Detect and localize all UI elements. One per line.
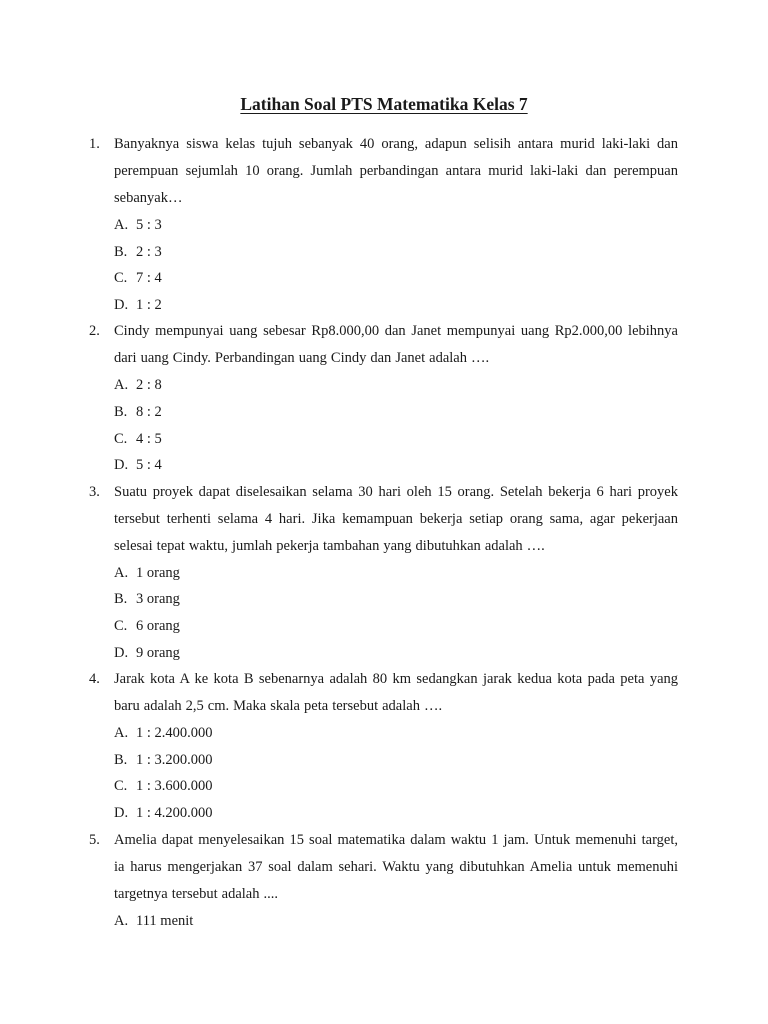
- option-text: 2 : 8: [136, 377, 162, 394]
- option-d: [0, 800, 768, 827]
- option-a: [0, 560, 768, 587]
- option-c: [0, 265, 768, 292]
- question-list: [0, 131, 768, 934]
- option-text: 7 : 4: [136, 270, 162, 287]
- question-5: [0, 827, 768, 935]
- option-list: [0, 560, 768, 666]
- option-list: [0, 908, 768, 935]
- question-3: [0, 479, 768, 666]
- option-letter: B.: [114, 403, 128, 420]
- option-letter: A.: [114, 912, 129, 929]
- option-letter: A.: [114, 564, 129, 581]
- option-text: 1 : 2.400.000: [136, 725, 213, 742]
- question-number: 3.: [89, 483, 100, 500]
- option-letter: D.: [114, 804, 129, 821]
- option-b: [0, 239, 768, 266]
- option-list: [0, 372, 768, 478]
- option-text: 6 orang: [136, 617, 180, 634]
- option-text: 8 : 2: [136, 403, 162, 420]
- question-4: [0, 666, 768, 826]
- option-letter: B.: [114, 751, 128, 768]
- option-letter: D.: [114, 296, 129, 313]
- option-letter: B.: [114, 591, 128, 608]
- option-a: [0, 908, 768, 935]
- option-text: 2 : 3: [136, 243, 162, 260]
- option-b: [0, 399, 768, 426]
- document-title: Latihan Soal PTS Matematika Kelas 7: [240, 94, 528, 114]
- question-text: Cindy mempunyai uang sebesar Rp8.000,00 dan Janet mempunyai uang Rp2.000,00 lebihnya dari uang Cindy. Perbandingan uang Cindy dan Janet adalah ….: [114, 323, 678, 367]
- option-text: 1 orang: [136, 564, 180, 581]
- option-a: [0, 720, 768, 747]
- option-letter: C.: [114, 270, 128, 287]
- option-text: 1 : 3.200.000: [136, 751, 213, 768]
- option-b: [0, 586, 768, 613]
- question-text: Suatu proyek dapat diselesaikan selama 30 hari oleh 15 orang. Setelah bekerja 6 hari proyek tersebut terhenti selama 4 hari. Jika kemampuan bekerja setiap orang sama, agar pekerjaan selesai tepat waktu, jumlah pekerja tambahan yang dibutuhkan adalah ….: [114, 483, 678, 554]
- option-text: 9 orang: [136, 644, 180, 661]
- option-letter: C.: [114, 778, 128, 795]
- question-text: Jarak kota A ke kota B sebenarnya adalah 80 km sedangkan jarak kedua kota pada peta yang baru adalah 2,5 cm. Maka skala peta tersebut adalah ….: [114, 671, 678, 715]
- question-number: 5.: [89, 831, 100, 848]
- option-letter: C.: [114, 430, 128, 447]
- option-list: [0, 212, 768, 318]
- option-text: 111 menit: [136, 912, 194, 929]
- option-letter: D.: [114, 644, 129, 661]
- option-letter: D.: [114, 457, 129, 474]
- option-text: 1 : 2: [136, 296, 162, 313]
- option-text: 1 : 3.600.000: [136, 778, 213, 795]
- option-a: [0, 212, 768, 239]
- option-text: 3 orang: [136, 591, 180, 608]
- option-letter: C.: [114, 617, 128, 634]
- option-letter: A.: [114, 377, 129, 394]
- option-text: 1 : 4.200.000: [136, 804, 213, 821]
- option-text: 5 : 3: [136, 217, 162, 233]
- question-number: 2.: [89, 323, 100, 340]
- option-text: 5 : 4: [136, 457, 162, 474]
- option-letter: A.: [114, 725, 129, 742]
- option-letter: B.: [114, 243, 128, 260]
- option-c: [0, 773, 768, 800]
- option-b: [0, 747, 768, 774]
- question-2: [0, 318, 768, 478]
- option-letter: A.: [114, 217, 129, 233]
- question-number: 1.: [89, 136, 100, 152]
- question-text: Banyaknya siswa kelas tujuh sebanyak 40 orang, adapun selisih antara murid laki-laki dan perempuan sejumlah 10 orang. Jumlah perbandingan antara murid laki-laki dan perempuan sebanyak…: [114, 136, 678, 206]
- option-list: [0, 720, 768, 826]
- option-d: [0, 640, 768, 667]
- option-d: [0, 292, 768, 319]
- question-number: 4.: [89, 671, 100, 688]
- question-text: Amelia dapat menyelesaikan 15 soal matematika dalam waktu 1 jam. Untuk memenuhi target, ia harus mengerjakan 37 soal dalam sehari. Waktu yang dibutuhkan Amelia untuk memenuhi targetnya tersebut adalah ....: [114, 831, 678, 902]
- option-text: 4 : 5: [136, 430, 162, 447]
- option-a: [0, 372, 768, 399]
- option-d: [0, 452, 768, 479]
- option-c: [0, 426, 768, 453]
- question-1: [0, 131, 768, 318]
- option-c: [0, 613, 768, 640]
